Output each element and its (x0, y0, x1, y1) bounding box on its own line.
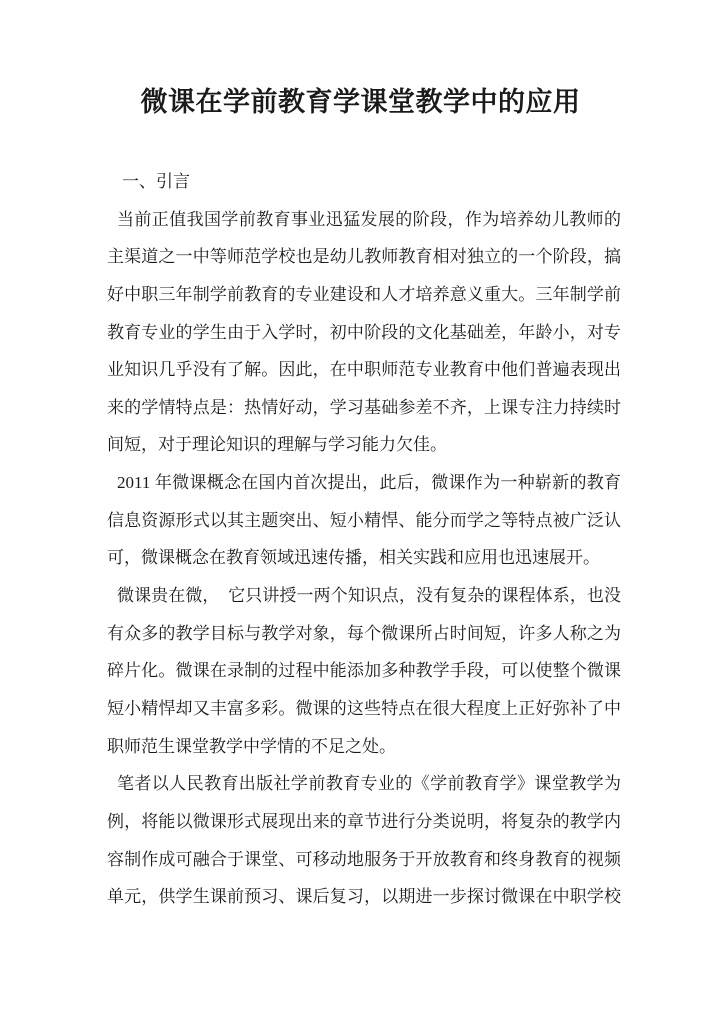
text-line: 笔者以人民教育出版社学前教育专业的《学前教育学》课堂教学为 (117, 774, 621, 794)
paragraph (107, 577, 621, 765)
text-line: 好中职三年制学前教育的专业建设和人才培养意义重大。三年制学前 (107, 284, 621, 304)
text-line: 有众多的教学目标与教学对象，每个微课所占时间短，许多人称之为 (107, 623, 621, 643)
text-line: 短小精悍却又丰富多彩。微课的这些特点在很大程度上正好弥补了中 (107, 698, 621, 718)
paragraph (107, 464, 621, 577)
text-line: 主渠道之一中等师范学校也是幼儿教师教育相对独立的一个阶段，搞 (107, 247, 621, 267)
document-title: 微课在学前教育学课堂教学中的应用 (140, 87, 581, 117)
text-line: 教育专业的学生由于入学时，初中阶段的文化基础差，年龄小，对专 (107, 322, 621, 342)
text-line: 单元，供学生课前预习、课后复习，以期进一步探讨微课在中职学校 (107, 887, 621, 907)
text-line: 可，微课概念在教育领域迅速传播，相关实践和应用也迅速展开。 (107, 548, 600, 568)
text-line: 间短，对于理论知识的理解与学习能力欠佳。 (107, 435, 447, 455)
text-line: 碎片化。微课在录制的过程中能添加多种教学手段，可以使整个微课 (107, 661, 621, 681)
text-line: 业知识几乎没有了解。因此，在中职师范专业教育中他们普遍表现出 (107, 360, 621, 380)
text-line: 当前正值我国学前教育事业迅猛发展的阶段，作为培养幼儿教师的 (117, 209, 621, 229)
text-line: 职师范生课堂教学中学情的不足之处。 (107, 736, 396, 756)
paragraph (107, 201, 621, 464)
text-line: 来的学情特点是：热情好动，学习基础参差不齐，上课专注力持续时 (107, 397, 621, 417)
text-line: 微课贵在微， 它只讲授一两个知识点，没有复杂的课程体系，也没 (117, 586, 621, 606)
text-line: 2011 年微课概念在国内首次提出，此后，微课作为一种崭新的教育 (117, 473, 621, 493)
paragraph (107, 765, 621, 916)
text-line: 信息资源形式以其主题突出、短小精悍、能分而学之等特点被广泛认 (107, 510, 621, 530)
text-line: 例，将能以微课形式展现出来的章节进行分类说明，将复杂的教学内 (107, 811, 621, 831)
document-body (107, 163, 621, 916)
section-heading: 一、引言 (122, 172, 190, 191)
text-line: 容制作成可融合于课堂、可移动地服务于开放教育和终身教育的视频 (107, 849, 621, 869)
